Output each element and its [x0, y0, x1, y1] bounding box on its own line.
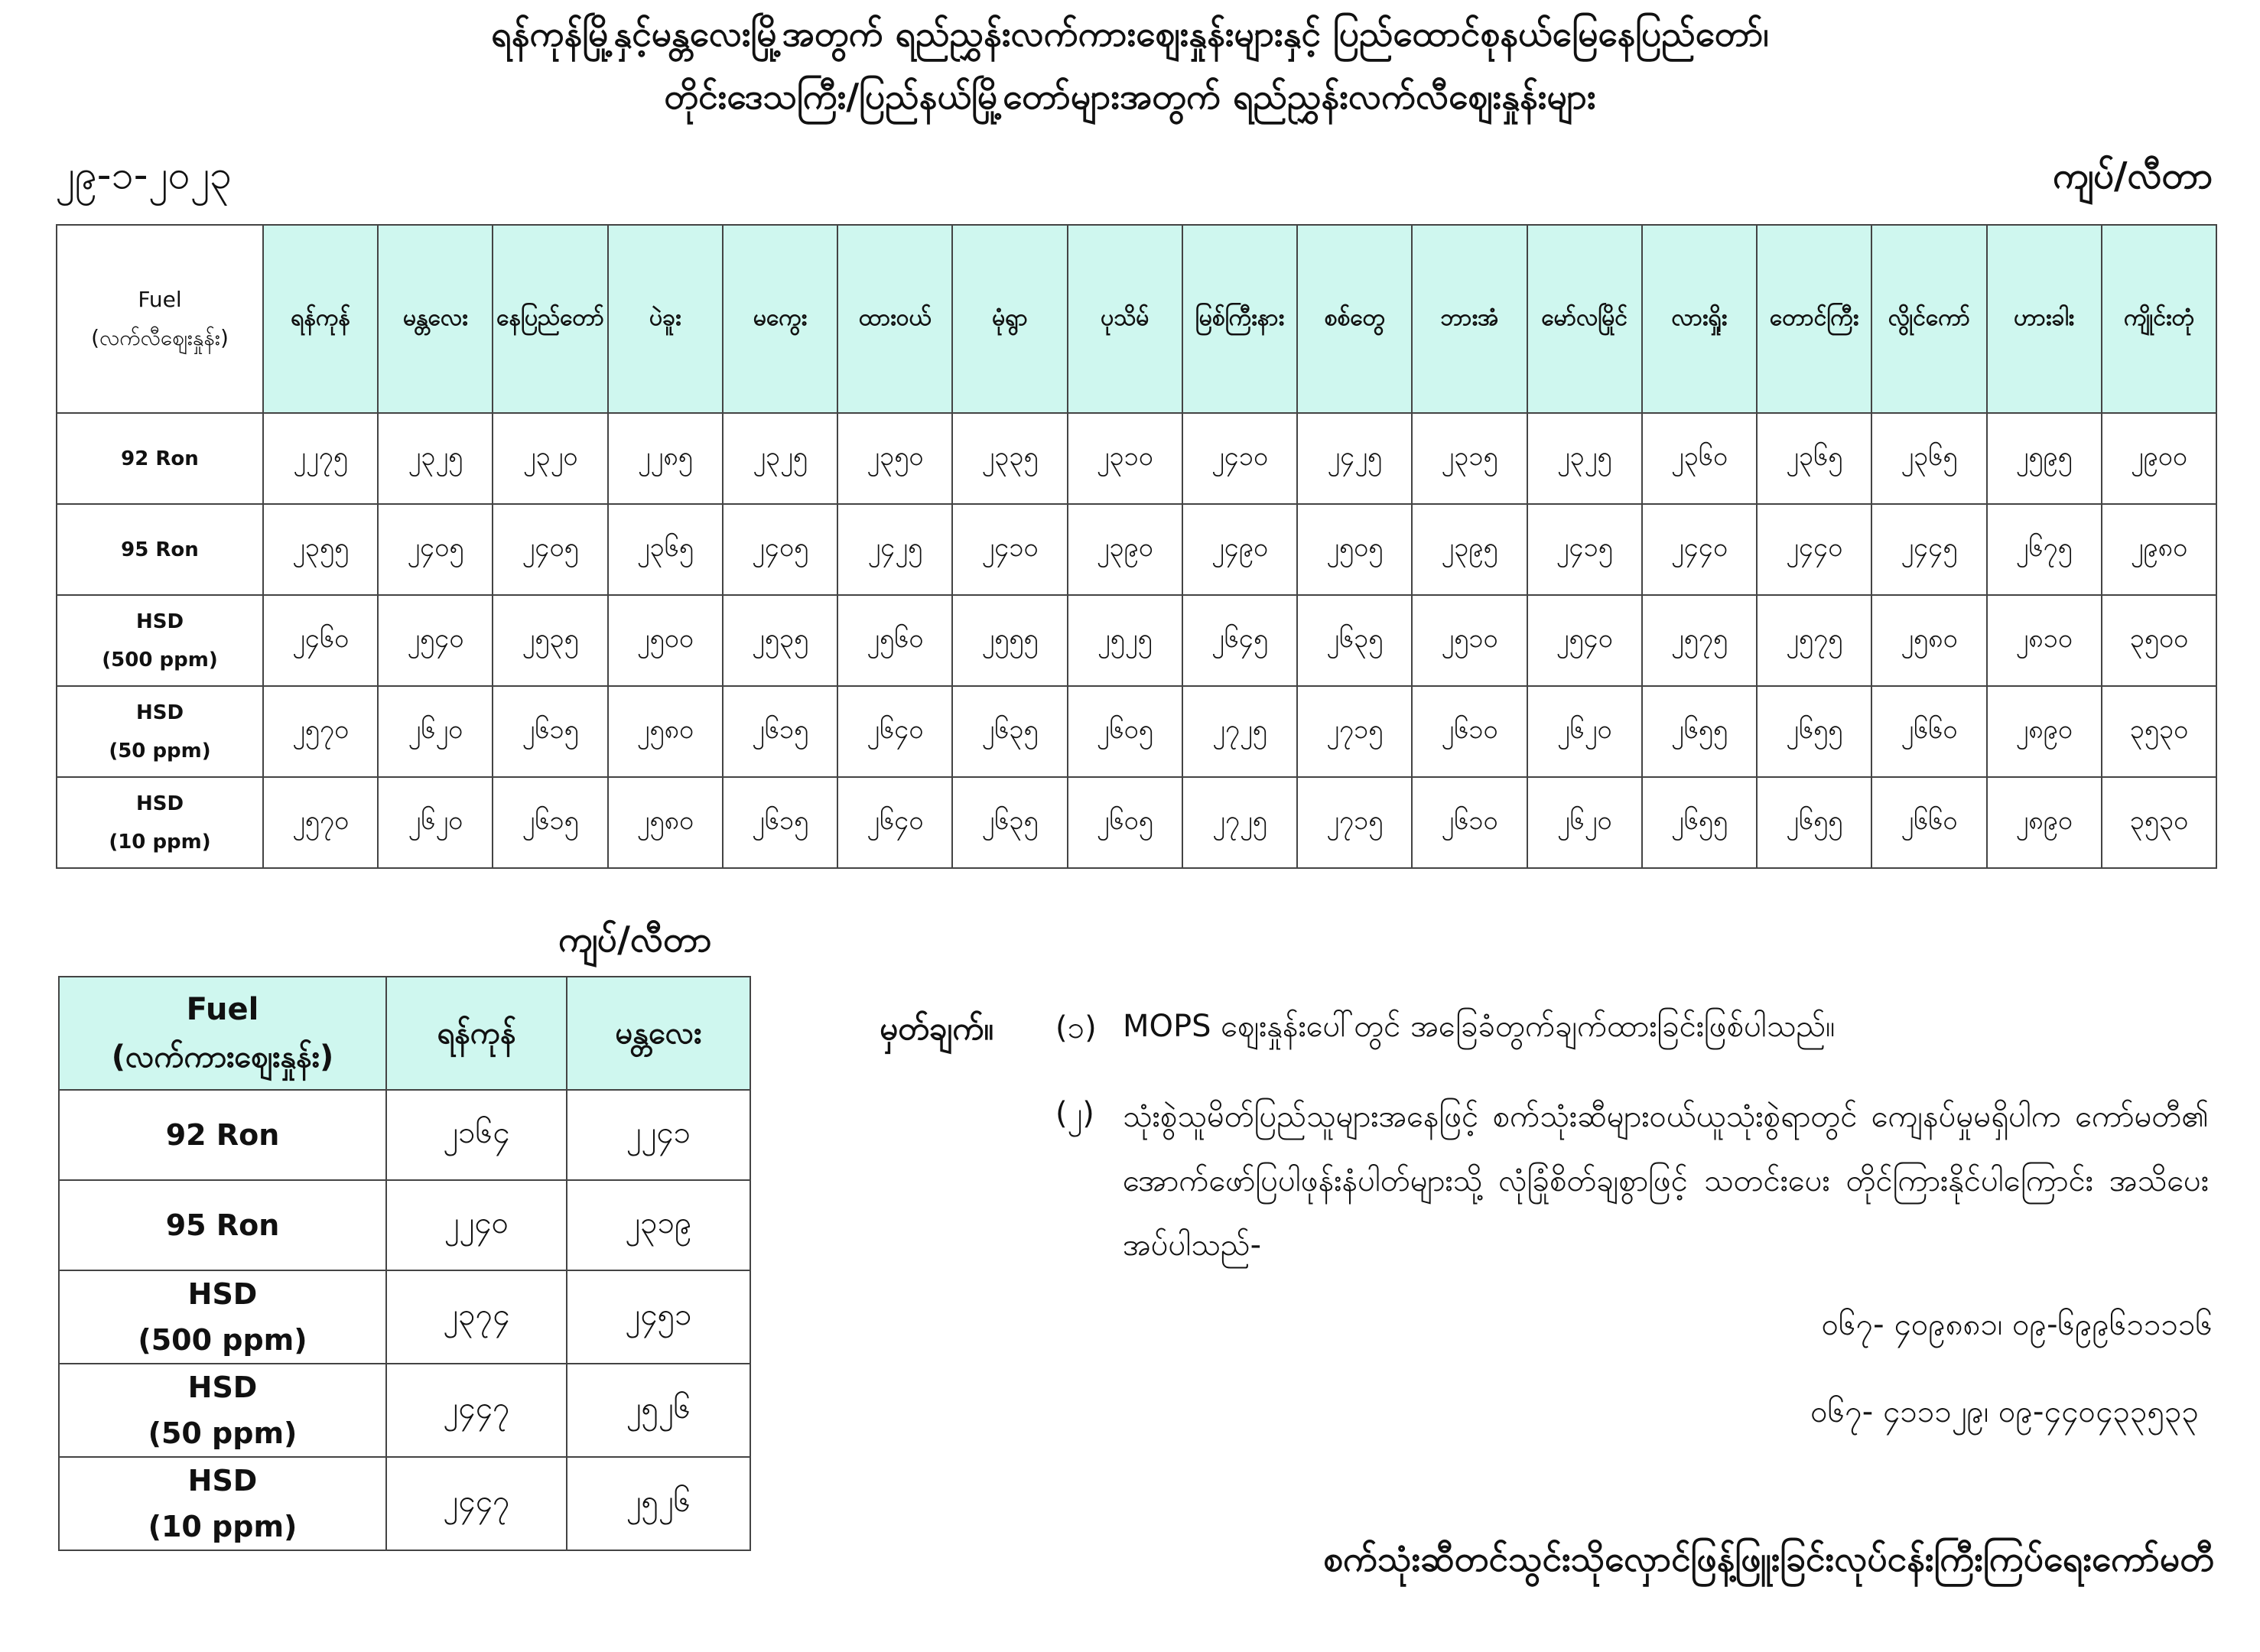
- price-cell: ၂၅၃၅: [723, 595, 837, 686]
- city-header: ဘားအံ: [1412, 225, 1527, 413]
- city-header: ပုသိမ်: [1068, 225, 1182, 413]
- fuel-type-label: [57, 686, 263, 777]
- price-cell: ၂၆၂၀: [1527, 777, 1642, 868]
- price-cell: ၂၅၅၅: [952, 595, 1067, 686]
- price-cell: ၂၆၃၅: [952, 777, 1067, 868]
- price-cell: ၂၆၁၅: [723, 686, 837, 777]
- city-header: ထားဝယ်: [837, 225, 952, 413]
- wholesale-row: [59, 1270, 750, 1364]
- price-cell: ၂၃၂၅: [1527, 413, 1642, 504]
- price-cell: ၂၆၂၀: [1527, 686, 1642, 777]
- city-header: နေပြည်တော်: [493, 225, 607, 413]
- price-cell: ၂၃၃၅: [952, 413, 1067, 504]
- title-line-2: တိုင်းဒေသကြီး/ပြည်နယ်မြို့တော်များအတွက် ရည်ညွှန်းလက်လီဈေးနှုန်းများ: [664, 76, 1596, 117]
- city-header: မုံရွာ: [952, 225, 1067, 413]
- price-cell: ၂၆၆၀: [1871, 686, 1986, 777]
- price-cell: ၂၄၄၀: [1642, 504, 1757, 595]
- wholesale-fuel-label: [59, 1364, 386, 1457]
- wholesale-fuel-name: HSD: [187, 1464, 258, 1498]
- wholesale-price-yangon: ၂၄၄၇: [386, 1457, 567, 1550]
- city-header: လွိုင်ကော်: [1871, 225, 1986, 413]
- wholesale-row: [59, 1090, 750, 1180]
- date: ၂၉-၁-၂၀၂၃: [55, 152, 233, 198]
- price-cell: ၂၄၀၅: [723, 504, 837, 595]
- price-cell: ၂၄၀၅: [493, 504, 607, 595]
- price-cell: ၂၄၁၀: [1182, 413, 1297, 504]
- wholesale-fuel-grade: (10 ppm): [148, 1510, 298, 1543]
- price-cell: ၃၅၃၀: [2102, 777, 2216, 868]
- price-cell: ၂၄၄၅: [1871, 504, 1986, 595]
- price-cell: ၂၃၂၅: [723, 413, 837, 504]
- price-cell: ၂၆၁၅: [493, 686, 607, 777]
- price-cell: ၂၆၁၅: [493, 777, 607, 868]
- note-1-text: MOPS ဈေးနှုန်းပေါ်တွင် အခြေခံတွက်ချက်ထားခြင်းဖြစ်ပါသည်။: [1123, 1009, 1836, 1044]
- price-cell: ၂၃၆၅: [1757, 413, 1871, 504]
- city-header: ပဲခူး: [608, 225, 723, 413]
- city-header: မကွေး: [723, 225, 837, 413]
- price-cell: ၂၆၁၀: [1412, 777, 1527, 868]
- price-cell: ၂၃၂၀: [493, 413, 607, 504]
- wholesale-price-yangon: ၂၂၄၀: [386, 1180, 567, 1270]
- city-header: မော်လမြိုင်: [1527, 225, 1642, 413]
- retail-row: [57, 504, 2216, 595]
- retail-row: [57, 777, 2216, 868]
- price-cell: ၂၆၂၀: [378, 686, 493, 777]
- wholesale-row: [59, 1364, 750, 1457]
- price-cell: ၂၅၂၅: [1068, 595, 1182, 686]
- wholesale-fuel-header-title: Fuel: [186, 992, 259, 1027]
- city-header: ဟားခါး: [1987, 225, 2102, 413]
- wholesale-fuel-label: [59, 1180, 386, 1270]
- price-cell: ၃၅၀၀: [2102, 595, 2216, 686]
- city-header: စစ်တွေ: [1297, 225, 1412, 413]
- price-cell: ၂၇၂၅: [1182, 686, 1297, 777]
- price-cell: ၂၅၈၀: [1871, 595, 1986, 686]
- wholesale-unit: ကျပ်/လီတာ: [558, 919, 712, 960]
- price-cell: ၂၃၆၀: [1642, 413, 1757, 504]
- wholesale-col-yangon: ရန်ကုန်: [386, 977, 567, 1090]
- price-cell: ၂၃၅၅: [263, 504, 378, 595]
- wholesale-price-table: [58, 976, 751, 1551]
- price-cell: ၂၄၄၀: [1757, 504, 1871, 595]
- wholesale-price-mandalay: ၂၄၅၁: [567, 1270, 750, 1364]
- price-cell: ၂၅၀၀: [608, 595, 723, 686]
- retail-row: [57, 413, 2216, 504]
- price-cell: ၂၃၁၅: [1412, 413, 1527, 504]
- city-header: လားရှိုး: [1642, 225, 1757, 413]
- wholesale-price-yangon: ၂၃၇၄: [386, 1270, 567, 1364]
- phone-line-2: ၀၆၇- ၄၁၁၁၂၉၊ ၀၉-၄၄၀၄၃၃၅၃၃: [1810, 1394, 2199, 1429]
- price-cell: ၂၆၄၀: [837, 777, 952, 868]
- wholesale-price-mandalay: ၂၅၂၆: [567, 1457, 750, 1550]
- price-cell: ၂၅၁၀: [1412, 595, 1527, 686]
- price-cell: ၂၅၈၀: [608, 777, 723, 868]
- price-cell: ၃၅၃၀: [2102, 686, 2216, 777]
- retail-row: [57, 686, 2216, 777]
- notes-label: မှတ်ချက်။: [880, 1010, 993, 1047]
- wholesale-price-yangon: ၂၁၆၄: [386, 1090, 567, 1180]
- city-header: မန္တလေး: [378, 225, 493, 413]
- price-cell: ၂၆၃၅: [952, 686, 1067, 777]
- price-cell: ၂၆၅၅: [1757, 777, 1871, 868]
- price-cell: ၂၅၀၅: [1297, 504, 1412, 595]
- price-cell: ၂၃၉၅: [1412, 504, 1527, 595]
- price-cell: ၂၇၁၅: [1297, 686, 1412, 777]
- price-cell: ၂၆၆၀: [1871, 777, 1986, 868]
- price-cell: ၂၄၆၀: [263, 595, 378, 686]
- price-cell: ၂၇၁၅: [1297, 777, 1412, 868]
- wholesale-fuel-label: [59, 1270, 386, 1364]
- price-cell: ၂၆၁၅: [723, 777, 837, 868]
- price-cell: ၂၅၇၅: [1757, 595, 1871, 686]
- price-cell: ၂၆၀၅: [1068, 777, 1182, 868]
- fuel-type-name: 95 Ron: [121, 538, 199, 561]
- wholesale-fuel-header-subtitle: (လက်ကားဈေးနှုန်း): [111, 1039, 334, 1075]
- price-cell: ၂၅၇၅: [1642, 595, 1757, 686]
- fuel-type-name: HSD: [135, 610, 184, 633]
- wholesale-price-mandalay: ၂၃၁၉: [567, 1180, 750, 1270]
- price-cell: ၂၉၈၀: [2102, 504, 2216, 595]
- price-cell: ၂၅၄၀: [1527, 595, 1642, 686]
- city-header: တောင်ကြီး: [1757, 225, 1871, 413]
- phone-line-1: ၀၆၇- ၄၀၉၈၈၁၊ ၀၉-၆၉၉၆၁၁၁၁၆: [1821, 1307, 2213, 1342]
- retail-row: [57, 595, 2216, 686]
- committee-signature: စက်သုံးဆီတင်သွင်းသိုလှောင်ဖြန့်ဖြူးခြင်းလုပ်ငန်းကြီးကြပ်ရေးကော်မတီ: [1323, 1538, 2214, 1579]
- wholesale-fuel-label: [59, 1090, 386, 1180]
- fuel-type-label: [57, 413, 263, 504]
- price-cell: ၂၈၁၀: [1987, 595, 2102, 686]
- price-cell: ၂၅၆၀: [837, 595, 952, 686]
- price-cell: ၂၆၇၅: [1987, 504, 2102, 595]
- price-cell: ၂၆၁၀: [1412, 686, 1527, 777]
- price-cell: ၂၆၄၀: [837, 686, 952, 777]
- fuel-type-grade: (50 ppm): [109, 739, 211, 763]
- price-cell: ၂၃၆၅: [608, 504, 723, 595]
- price-cell: ၂၃၂၅: [378, 413, 493, 504]
- city-header: ရန်ကုန်: [263, 225, 378, 413]
- price-cell: ၂၉၀၀: [2102, 413, 2216, 504]
- wholesale-fuel-name: HSD: [187, 1277, 258, 1311]
- fuel-header-subtitle: (လက်လီဈေးနှုန်း): [91, 325, 229, 350]
- fuel-type-name: HSD: [135, 792, 184, 815]
- fuel-type-grade: (10 ppm): [109, 830, 211, 854]
- price-cell: ၂၄၂၅: [1297, 413, 1412, 504]
- price-cell: ၂၆၀၅: [1068, 686, 1182, 777]
- price-cell: ၂၇၂၅: [1182, 777, 1297, 868]
- wholesale-row: [59, 1457, 750, 1550]
- fuel-type-label: [57, 504, 263, 595]
- fuel-type-label: [57, 777, 263, 868]
- wholesale-fuel-name: 92 Ron: [165, 1118, 280, 1152]
- price-cell: ၂၅၃၅: [493, 595, 607, 686]
- price-cell: ၂၅၄၀: [378, 595, 493, 686]
- price-cell: ၂၅၉၅: [1987, 413, 2102, 504]
- fuel-type-name: HSD: [135, 701, 184, 724]
- price-cell: ၂၄၁၀: [952, 504, 1067, 595]
- fuel-header: [57, 225, 263, 413]
- price-cell: ၂၆၅၅: [1642, 777, 1757, 868]
- city-header: ကျိုင်းတုံ: [2102, 225, 2216, 413]
- price-cell: ၂၂၇၅: [263, 413, 378, 504]
- title-line-1: ရန်ကုန်မြို့နှင့်မန္တလေးမြို့အတွက် ရည်ညွှန်းလက်ကားဈေးနှုန်းများနှင့် ပြည်ထောင်စုနယ်မြေနေပြည်တော်၊: [491, 13, 1769, 54]
- fuel-type-grade: (500 ppm): [102, 648, 218, 672]
- price-cell: ၂၃၆၅: [1871, 413, 1986, 504]
- price-cell: ၂၈၉၀: [1987, 777, 2102, 868]
- wholesale-fuel-header: [59, 977, 386, 1090]
- wholesale-price-mandalay: ၂၅၂၆: [567, 1364, 750, 1457]
- note-1-number: (၁): [1055, 1010, 1097, 1046]
- price-cell: ၂၄၂၅: [837, 504, 952, 595]
- price-cell: ၂၄၉၀: [1182, 504, 1297, 595]
- price-cell: ၂၅၇၀: [263, 686, 378, 777]
- city-header: မြစ်ကြီးနား: [1182, 225, 1297, 413]
- price-cell: ၂၈၉၀: [1987, 686, 2102, 777]
- price-cell: ၂၆၃၅: [1297, 595, 1412, 686]
- price-cell: ၂၆၅၅: [1757, 686, 1871, 777]
- price-cell: ၂၆၂၀: [378, 777, 493, 868]
- wholesale-price-mandalay: ၂၂၄၁: [567, 1090, 750, 1180]
- note-2-number: (၂): [1055, 1096, 1094, 1131]
- wholesale-fuel-grade: (50 ppm): [148, 1416, 298, 1450]
- wholesale-fuel-grade: (500 ppm): [138, 1323, 307, 1357]
- price-cell: ၂၂၈၅: [608, 413, 723, 504]
- price-cell: ၂၃၁၀: [1068, 413, 1182, 504]
- wholesale-header-row: [59, 977, 750, 1090]
- retail-header-row: [57, 225, 2216, 413]
- retail-price-table: [56, 224, 2217, 869]
- fuel-type-label: [57, 595, 263, 686]
- price-cell: ၂၃၅၀: [837, 413, 952, 504]
- wholesale-col-mandalay: မန္တလေး: [567, 977, 750, 1090]
- price-cell: ၂၆၅၅: [1642, 686, 1757, 777]
- wholesale-price-yangon: ၂၄၄၇: [386, 1364, 567, 1457]
- price-cell: ၂၃၉၀: [1068, 504, 1182, 595]
- wholesale-fuel-label: [59, 1457, 386, 1550]
- price-cell: ၂၄၁၅: [1527, 504, 1642, 595]
- fuel-type-name: 92 Ron: [121, 447, 199, 470]
- wholesale-row: [59, 1180, 750, 1270]
- note-2-text: သုံးစွဲသူမိတ်ပြည်သူများအနေဖြင့် စက်သုံးဆီများဝယ်ယူသုံးစွဲရာတွင် ကျေနပ်မှုမရှိပါက ကော်မတီ၏ အောက်ဖော်ပြပါဖုန်းနံပါတ်များသို့ လုံခြုံစိတ်ချစွာဖြင့် သတင်းပေး တိုင်ကြားနိုင်ပါကြောင်း အသိပေးအပ်ပါသည်-: [1123, 1099, 2209, 1263]
- wholesale-fuel-name: HSD: [187, 1371, 258, 1404]
- price-cell: ၂၅၈၀: [608, 686, 723, 777]
- price-cell: ၂၅၇၀: [263, 777, 378, 868]
- price-cell: ၂၄၀၅: [378, 504, 493, 595]
- fuel-header-title: Fuel: [138, 287, 182, 312]
- wholesale-fuel-name: 95 Ron: [165, 1208, 280, 1242]
- retail-unit: ကျပ်/လီတာ: [2052, 154, 2213, 197]
- price-cell: ၂၆၄၅: [1182, 595, 1297, 686]
